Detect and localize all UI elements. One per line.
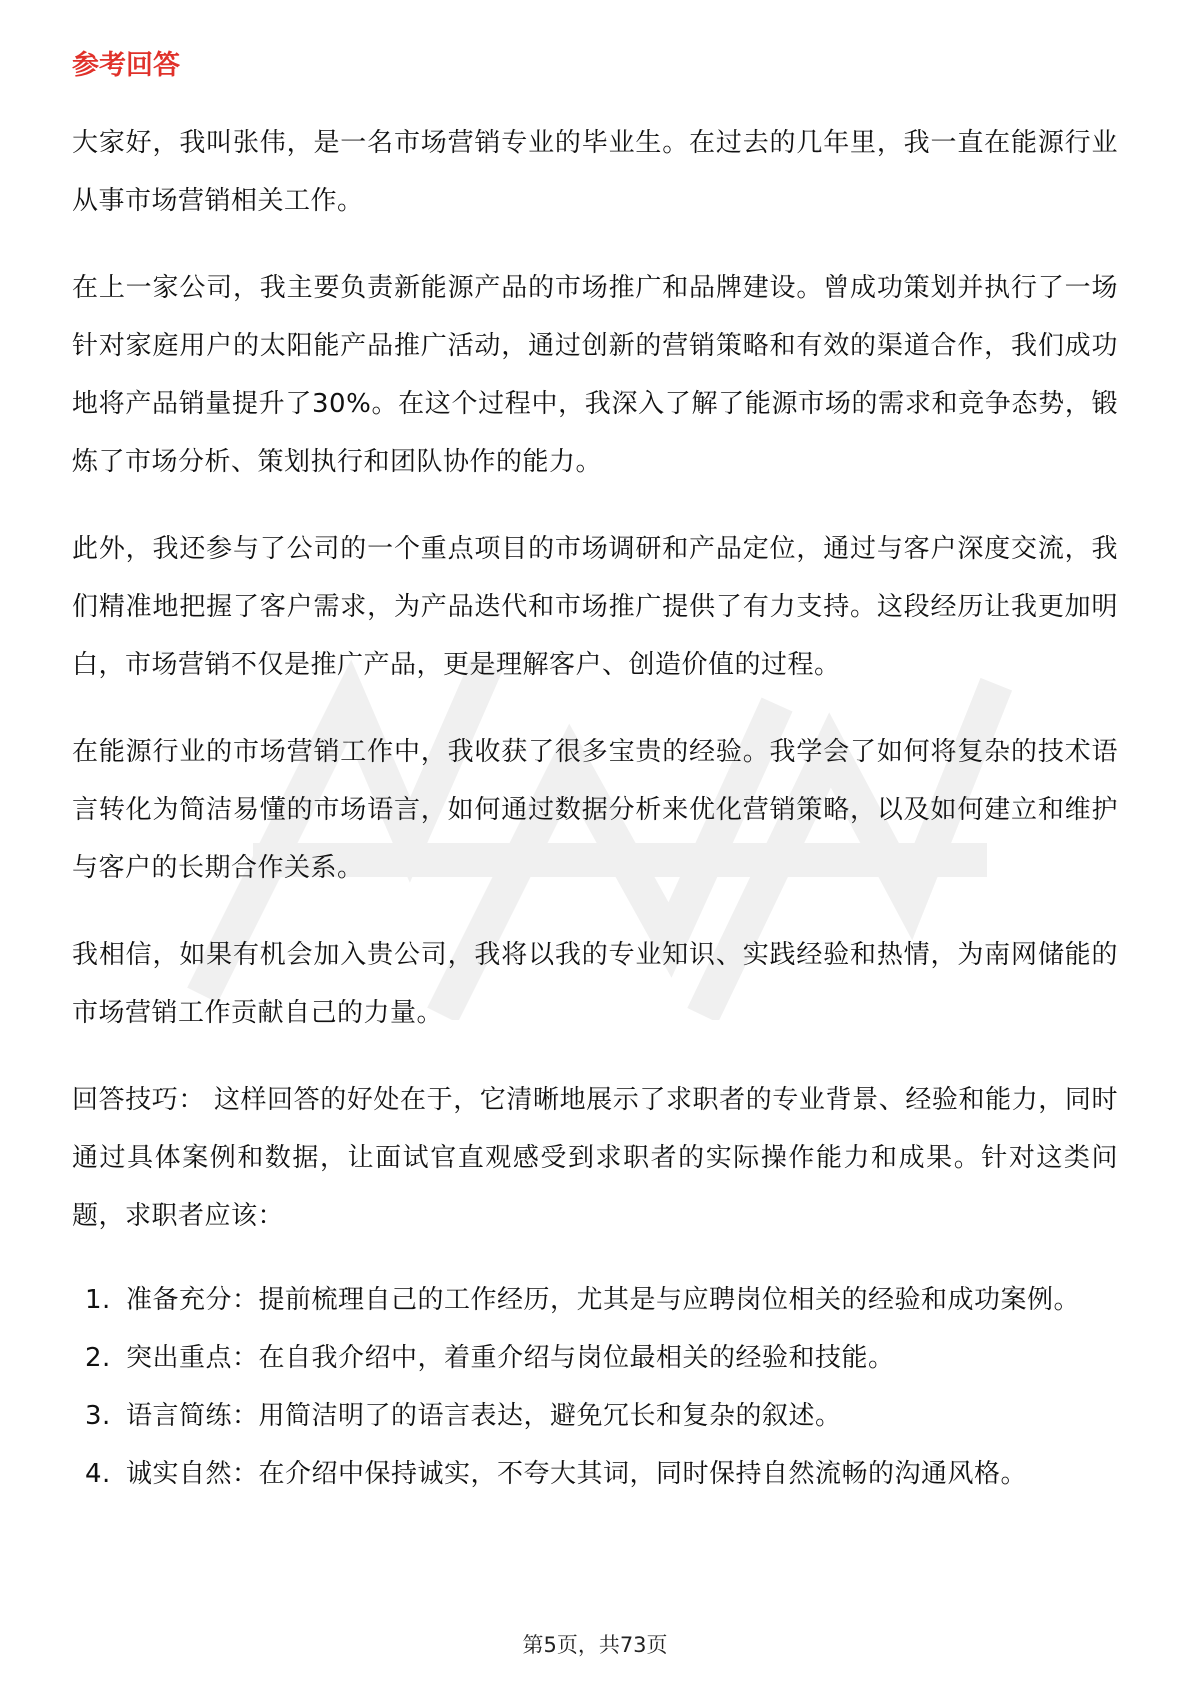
list-item-text: 突出重点：在自我介绍中，着重介绍与岗位最相关的经验和技能。: [126, 1343, 895, 1373]
list-item-number: 1.: [85, 1285, 111, 1315]
list-item: [72, 1271, 1118, 1329]
list-item: [72, 1387, 1118, 1445]
paragraph-closing: 我相信，如果有机会加入贵公司，我将以我的专业知识、实践经验和热情，为南网储能的市场营销工作贡献自己的力量。: [72, 940, 1118, 1028]
list-item-number: 3.: [85, 1401, 111, 1431]
list-item-text: 诚实自然：在介绍中保持诚实，不夸大其词，同时保持自然流畅的沟通风格。: [126, 1459, 1028, 1489]
document-page: [72, 46, 1118, 1503]
list-item-number: 4.: [85, 1459, 111, 1489]
paragraph-experience: 在上一家公司，我主要负责新能源产品的市场推广和品牌建设。曾成功策划并执行了一场针对家庭用户的太阳能产品推广活动，通过创新的营销策略和有效的渠道合作，我们成功地将产品销量提升了30%。在这个过程中，我深入了解了能源市场的需求和竞争态势，锻炼了市场分析、策划执行和团队协作的能力。: [72, 273, 1118, 477]
tips-intro: 回答技巧： 这样回答的好处在于，它清晰地展示了求职者的专业背景、经验和能力，同时通过具体案例和数据，让面试官直观感受到求职者的实际操作能力和成果。针对这类问题，求职者应该：: [72, 1085, 1118, 1231]
paragraph-project: 此外，我还参与了公司的一个重点项目的市场调研和产品定位，通过与客户深度交流，我们精准地把握了客户需求，为产品迭代和市场推广提供了有力支持。这段经历让我更加明白，市场营销不仅是推广产品，更是理解客户、创造价值的过程。: [72, 534, 1118, 680]
section-title: 参考回答: [72, 50, 180, 81]
list-item: [72, 1329, 1118, 1387]
tips-list: [72, 1271, 1118, 1503]
list-item-text: 语言简练：用简洁明了的语言表达，避免冗长和复杂的叙述。: [126, 1401, 842, 1431]
list-item: [72, 1445, 1118, 1503]
list-item-number: 2.: [85, 1343, 111, 1373]
list-item-text: 准备充分：提前梳理自己的工作经历，尤其是与应聘岗位相关的经验和成功案例。: [126, 1285, 1081, 1315]
paragraph-intro: 大家好，我叫张伟，是一名市场营销专业的毕业生。在过去的几年里，我一直在能源行业从事市场营销相关工作。: [72, 128, 1118, 216]
paragraph-gains: 在能源行业的市场营销工作中，我收获了很多宝贵的经验。我学会了如何将复杂的技术语言转化为简洁易懂的市场语言，如何通过数据分析来优化营销策略，以及如何建立和维护与客户的长期合作关系。: [72, 737, 1118, 883]
page-footer: 第5页，共73页: [522, 1633, 668, 1657]
